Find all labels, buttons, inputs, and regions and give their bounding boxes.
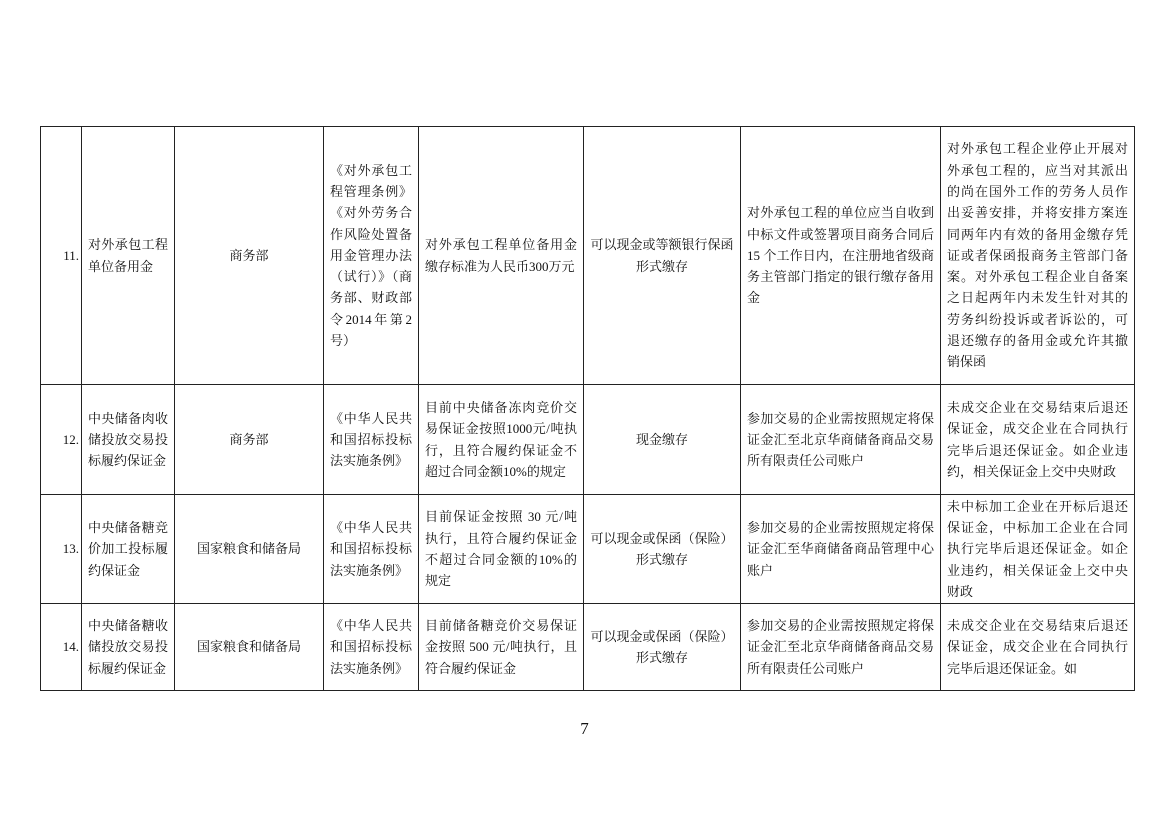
row-number: 14. [41, 604, 82, 691]
payment-method: 参加交易的企业需按照规定将保证金汇至北京华商储备商品交易所有限责任公司账户 [741, 385, 941, 495]
department: 国家粮食和储备局 [175, 495, 324, 604]
legal-basis: 《中华人民共和国招标投标法实施条例》 [324, 385, 419, 495]
payment-form: 可以现金或保函（保险）形式缴存 [584, 604, 741, 691]
standard: 对外承包工程单位备用金缴存标准为人民币300万元 [419, 127, 584, 385]
deposit-table [40, 126, 1135, 691]
table-row [41, 495, 1135, 604]
item-name: 中央储备肉收储投放交易投标履约保证金 [82, 385, 175, 495]
payment-form: 现金缴存 [584, 385, 741, 495]
payment-method: 参加交易的企业需按照规定将保证金汇至华商储备商品管理中心账户 [741, 495, 941, 604]
payment-method: 参加交易的企业需按照规定将保证金汇至北京华商储备商品交易所有限责任公司账户 [741, 604, 941, 691]
refund-rule: 对外承包工程企业停止开展对外承包工程的，应当对其派出的尚在国外工作的劳务人员作出妥善安排，并将安排方案连同两年内有效的备用金缴存凭证或者保函报商务主管部门备案。对外承包工程企业自备案之日起两年内未发生针对其的劳务纠纷投诉或者诉讼的，可退还缴存的备用金或允许其撤销保函 [941, 127, 1135, 385]
item-name: 中央储备糖竞价加工投标履约保证金 [82, 495, 175, 604]
department: 商务部 [175, 127, 324, 385]
standard: 目前中央储备冻肉竞价交易保证金按照1000元/吨执行，且符合履约保证金不超过合同金额10%的规定 [419, 385, 584, 495]
standard: 目前保证金按照 30 元/吨执行，且符合履约保证金不超过合同金额的10%的规定 [419, 495, 584, 604]
payment-form: 可以现金或等额银行保函形式缴存 [584, 127, 741, 385]
payment-form: 可以现金或保函（保险）形式缴存 [584, 495, 741, 604]
row-number: 11. [41, 127, 82, 385]
refund-rule: 未成交企业在交易结束后退还保证金，成交企业在合同执行完毕后退还保证金。如企业违约，相关保证金上交中央财政 [941, 385, 1135, 495]
row-number: 13. [41, 495, 82, 604]
item-name: 中央储备糖收储投放交易投标履约保证金 [82, 604, 175, 691]
page-number: 7 [580, 719, 589, 738]
item-name: 对外承包工程单位备用金 [82, 127, 175, 385]
table-row [41, 385, 1135, 495]
payment-method: 对外承包工程的单位应当自收到中标文件或签署项目商务合同后 15 个工作日内，在注册地省级商务主管部门指定的银行缴存备用金 [741, 127, 941, 385]
legal-basis: 《中华人民共和国招标投标法实施条例》 [324, 495, 419, 604]
legal-basis: 《对外承包工程管理条例》《对外劳务合作风险处置备用金管理办法（试行）》（商务部、财政部令2014年第2号） [324, 127, 419, 385]
row-number: 12. [41, 385, 82, 495]
refund-rule: 未中标加工企业在开标后退还保证金，中标加工企业在合同执行完毕后退还保证金。如企业违约，相关保证金上交中央财政 [941, 495, 1135, 604]
standard: 目前储备糖竞价交易保证金按照 500 元/吨执行，且符合履约保证金 [419, 604, 584, 691]
department: 商务部 [175, 385, 324, 495]
refund-rule: 未成交企业在交易结束后退还保证金，成交企业在合同执行完毕后退还保证金。如 [941, 604, 1135, 691]
department: 国家粮食和储备局 [175, 604, 324, 691]
legal-basis: 《中华人民共和国招标投标法实施条例》 [324, 604, 419, 691]
table-row [41, 604, 1135, 691]
table-row [41, 127, 1135, 385]
